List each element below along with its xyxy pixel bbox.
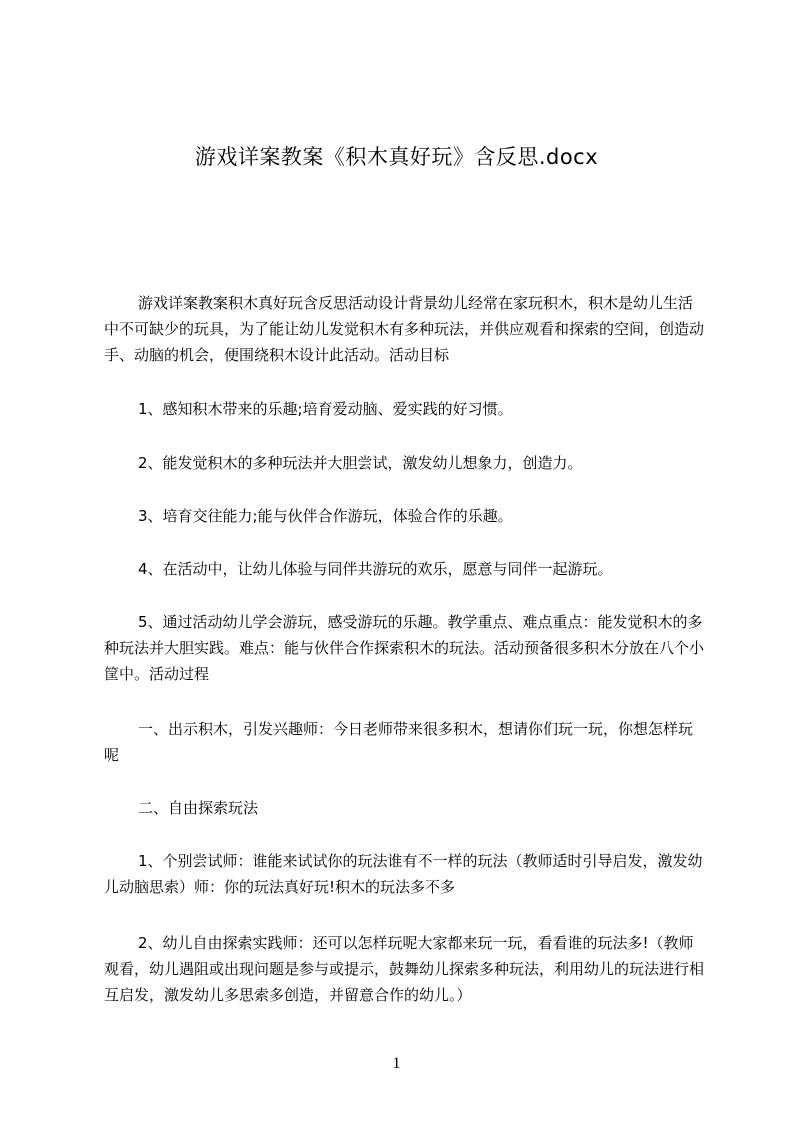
paragraph-step-2-2: 2、幼儿自由探索实践师：还可以怎样玩呢大家都来玩一玩，看看谁的玩法多!（教师观看，幼儿遇阻或出现问题是参与或提示，鼓舞幼儿探索多种玩法，利用幼儿的玩法进行相互启发，激发幼儿多思索多创造，并留意合作的幼儿。） xyxy=(104,934,705,1004)
paragraph-goal-1: 1、感知积木带来的乐趣;培育爱动脑、爱实践的好习惯。 xyxy=(138,400,513,418)
page-number: 1 xyxy=(392,1055,401,1072)
paragraph-step-1: 一、出示积木，引发兴趣师：今日老师带来很多积木，想请你们玩一玩，你想怎样玩呢 xyxy=(104,720,694,764)
document-title: 游戏详案教案《积木真好玩》含反思.docx xyxy=(194,145,599,169)
paragraph-goal-3: 3、培育交往能力;能与伙伴合作游玩，体验合作的乐趣。 xyxy=(138,507,513,525)
paragraph-goal-4: 4、在活动中，让幼儿体验与同伴共游玩的欢乐，愿意与同伴一起游玩。 xyxy=(138,560,613,578)
paragraph-step-2-1: 1、个别尝试师：谁能来试试你的玩法谁有不一样的玩法（教师适时引导启发，激发幼儿动脑思索）师：你的玩法真好玩!积木的玩法多不多 xyxy=(104,852,703,896)
paragraph-goal-5: 5、通过活动幼儿学会游玩，感受游玩的乐趣。教学重点、难点重点：能发觉积木的多种玩法并大胆实践。难点：能与伙伴合作探索积木的玩法。活动预备很多积木分放在八个小筐中。活动过程 xyxy=(104,613,705,683)
paragraph-step-2: 二、自由探索玩法 xyxy=(138,799,259,817)
paragraph-background: 游戏详案教案积木真好玩含反思活动设计背景幼儿经常在家玩积木，积木是幼儿生活中不可缺少的玩具，为了能让幼儿发觉积木有多种玩法，并供应观看和探索的空间，创造动手、动脑的机会，便围绕积木设计此活动。活动目标 xyxy=(104,294,705,364)
paragraph-goal-2: 2、能发觉积木的多种玩法并大胆尝试，激发幼儿想象力，创造力。 xyxy=(138,454,583,472)
